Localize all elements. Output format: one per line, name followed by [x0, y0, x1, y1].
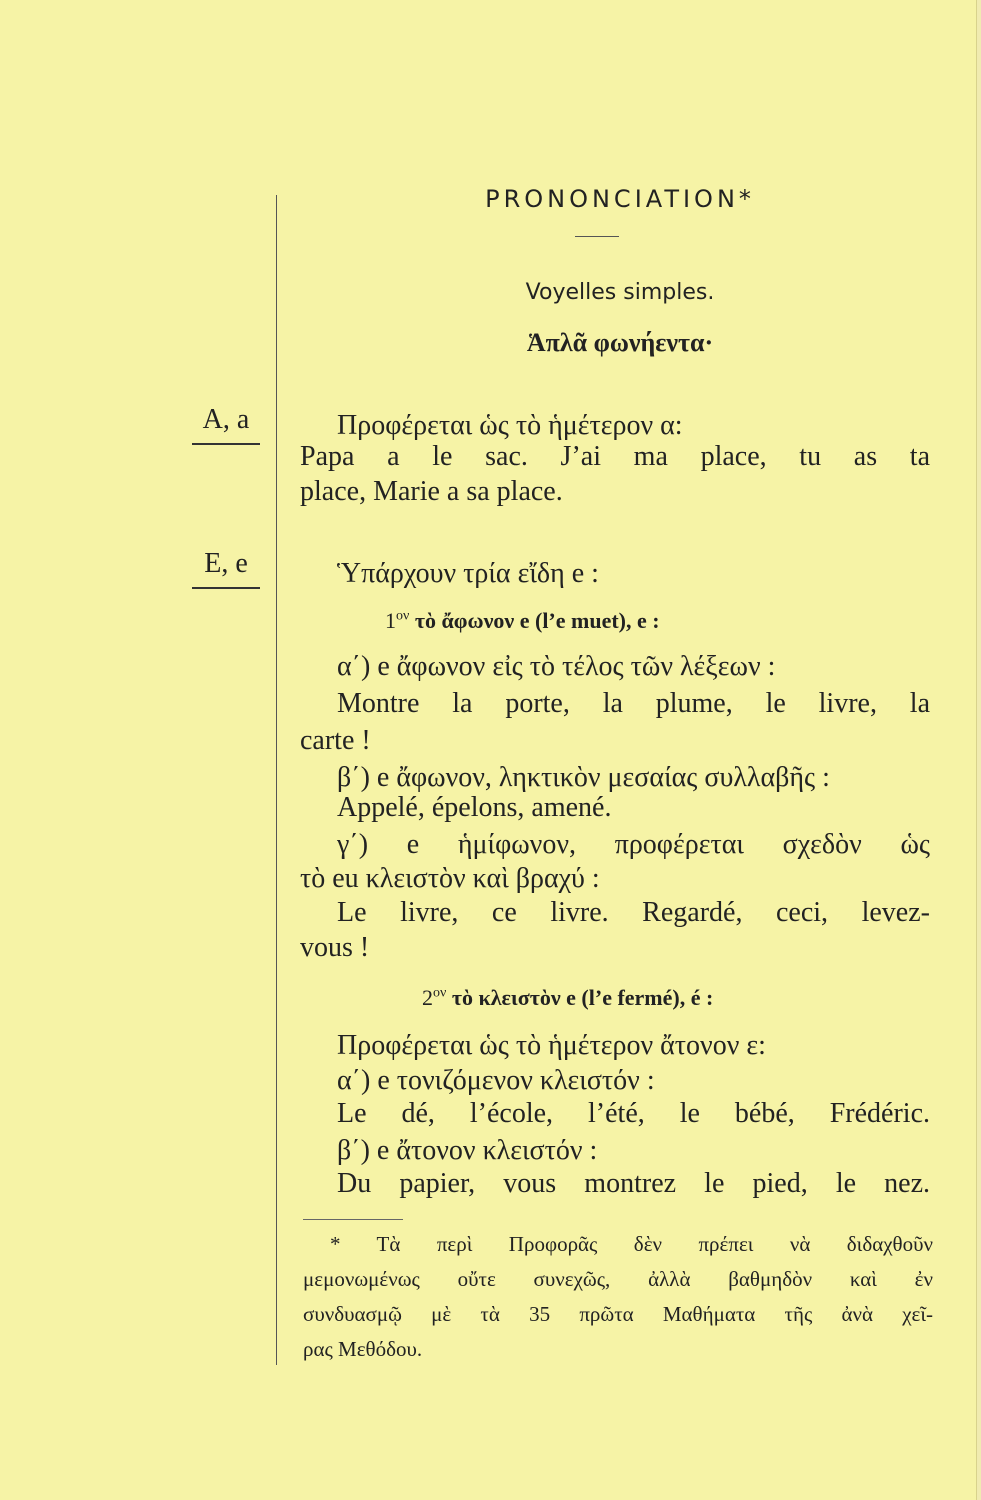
a-rule: Προφέρεται ὡς τὸ ἡμέτερον α: — [337, 410, 683, 441]
e-g-example-2: vous ! — [300, 932, 370, 963]
footnote-line-1: * Τὰ περὶ Προφορᾶς δὲν πρέπει νὰ διδαχθοῦν — [330, 1232, 933, 1256]
e-second-b-rule: β΄) e ἄτονον κλειστόν : — [337, 1135, 598, 1166]
sidebar-label-e: E, e — [192, 547, 260, 589]
e-a-example-1: Montre la porte, la plume, le livre, la — [337, 688, 930, 719]
margin-rule — [276, 195, 277, 1365]
page-edge — [976, 0, 981, 1500]
e-first-heading: $1^{o\nu}$ τὸ ἄφωνον e (l’e muet), e : — [385, 608, 660, 633]
subtitle-french: Voyelles simples. — [525, 280, 715, 305]
e-b-rule: β΄) e ἄφωνον, ληκτικὸν μεσαίας συλλαβῆς : — [337, 762, 830, 793]
sidebar-label-a: A, a — [192, 403, 260, 445]
subtitle-greek: Ἁπλᾶ φωνήεντα· — [526, 328, 714, 357]
e-second-rule: Προφέρεται ὡς τὸ ἡμέτερον ἄτονον ε: — [337, 1030, 766, 1061]
e-second-heading: $2^{o\nu}$ τὸ κλειστὸν e (l’e fermé), é : — [422, 985, 714, 1010]
e-second-a-example: Le dé, l’école, l’été, le bébé, Frédéric. — [337, 1098, 930, 1129]
e-a-example-2: carte ! — [300, 725, 371, 756]
e-g-example-1: Le livre, ce livre. Regardé, ceci, levez- — [337, 897, 930, 928]
title-divider — [575, 236, 619, 237]
page-title: PRONONCIATION* — [485, 185, 755, 213]
e-intro: Ὑπάρχουν τρία εἴδη e : — [337, 558, 599, 589]
footnote-line-2: μεμονωμένως οὔτε συνεχῶς, ἀλλὰ βαθμηδὸν καὶ ἐν — [303, 1267, 933, 1291]
footnote-rule — [303, 1219, 403, 1220]
e-a-rule: α΄) e ἄφωνον εἰς τὸ τέλος τῶν λέξεων : — [337, 651, 776, 682]
e-g-rule-2: τὸ eu κλειστὸν καὶ βραχύ : — [300, 863, 600, 894]
a-example-1: Papa a le sac. J’ai ma place, tu as ta — [300, 441, 930, 472]
a-example-2: place, Marie a sa place. — [300, 476, 563, 507]
e-second-b-example: Du papier, vous montrez le pied, le nez. — [337, 1168, 930, 1199]
e-b-example: Appelé, épelons, amené. — [337, 792, 612, 823]
footnote-line-4: ρας Μεθόδου. — [303, 1337, 423, 1361]
e-second-a-rule: α΄) e τονιζόμενον κλειστόν : — [337, 1065, 655, 1096]
footnote-line-3: συνδυασμῷ μὲ τὰ 35 πρῶτα Μαθήματα τῆς ἀνὰ χεῖ- — [303, 1302, 933, 1326]
e-g-rule-1: γ΄) e ἡμίφωνον, προφέρεται σχεδὸν ὡς — [337, 829, 930, 860]
